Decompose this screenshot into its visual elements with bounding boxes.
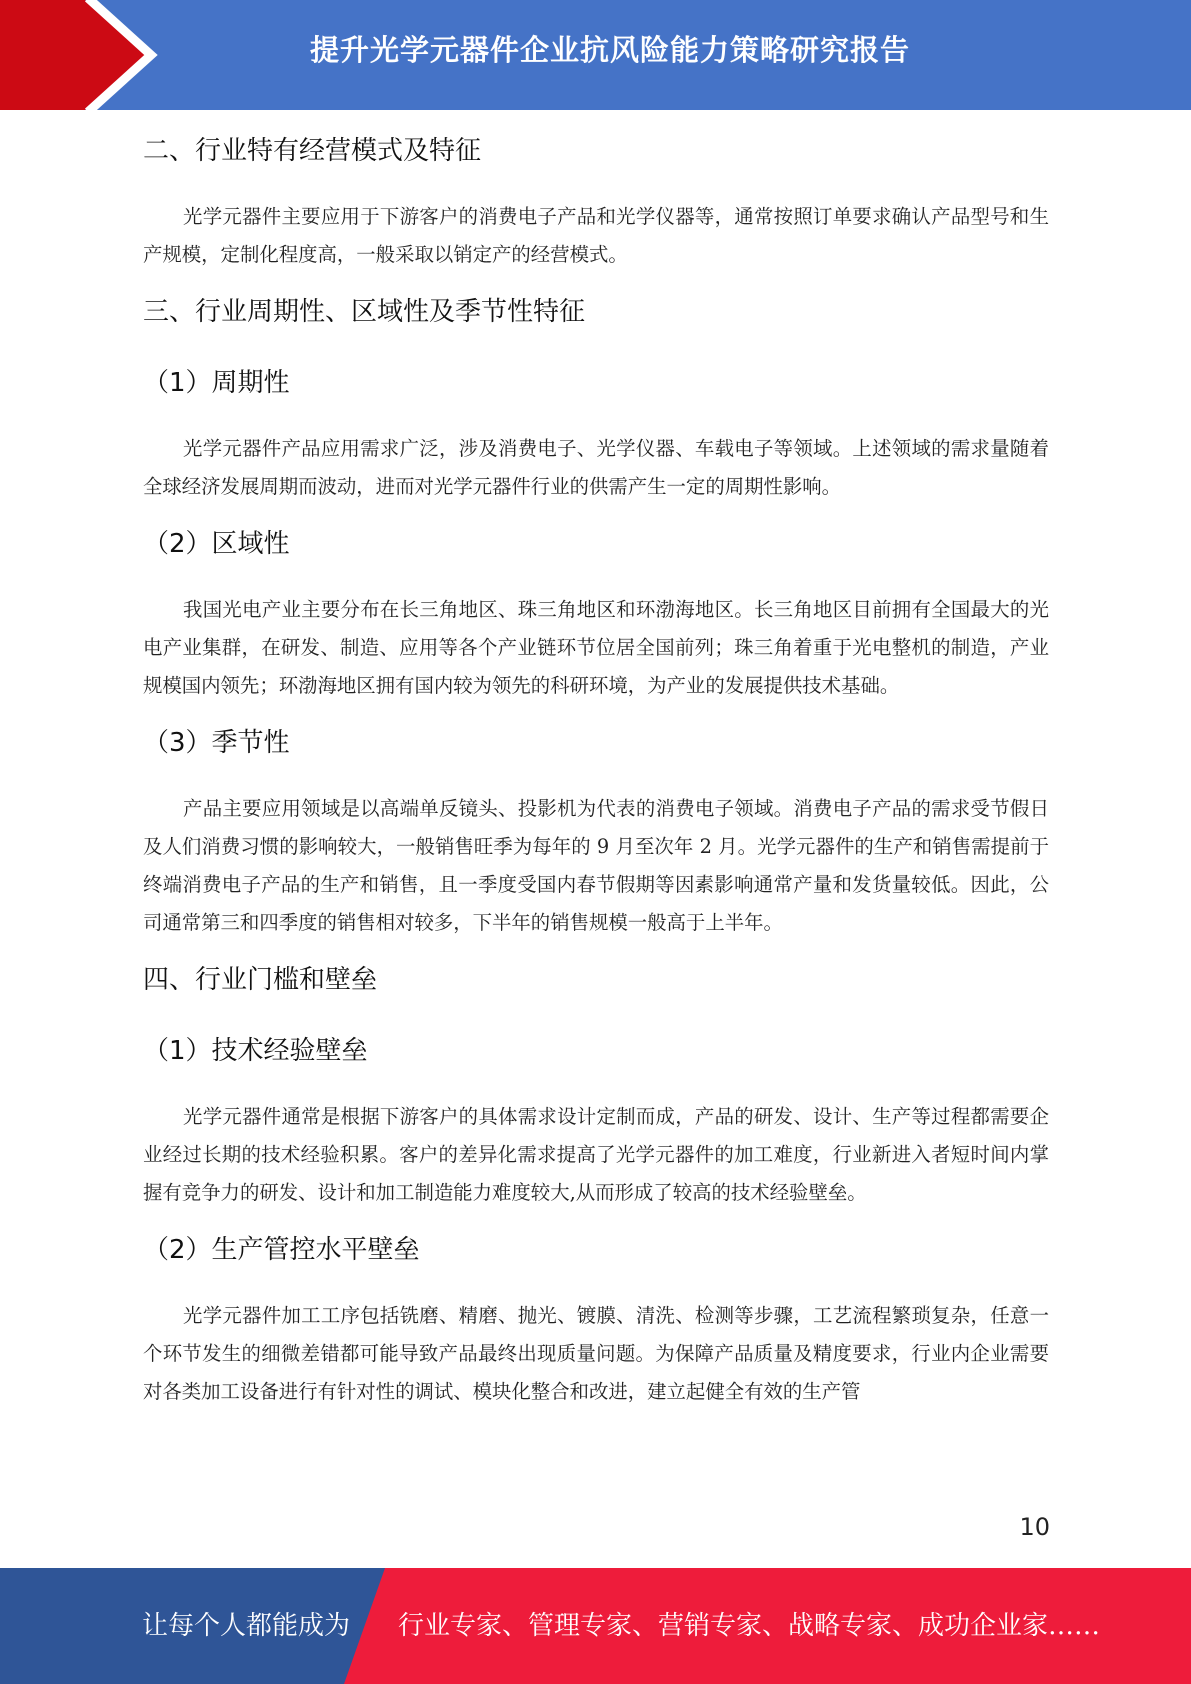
paragraph-regionality: 我国光电产业主要分布在长三角地区、珠三角地区和环渤海地区。长三角地区目前拥有全国最大的光电产业集群，在研发、制造、应用等各个产业链环节位居全国前列；珠三角着重于光电整机的制造，产业规模国内领先；环渤海地区拥有国内较为领先的科研环境，为产业的发展提供技术基础。 (143, 598, 1049, 697)
report-title: 提升光学元器件企业抗风险能力策略研究报告 (309, 33, 910, 67)
section-heading-cyclicality: 三、行业周期性、区域性及季节性特征 (143, 297, 586, 327)
page-footer (0, 1568, 1191, 1684)
section-heading-business-model: 二、行业特有经营模式及特征 (143, 136, 482, 166)
subheading-seasonality: （3）季节性 (143, 728, 290, 758)
subheading-technical-barrier: （1）技术经验壁垒 (143, 1036, 368, 1066)
subheading-regionality: （2）区域性 (143, 529, 290, 559)
subheading-cyclicality: （1）周期性 (143, 368, 290, 398)
document-body (143, 128, 1049, 1411)
paragraph-production-barrier: 光学元器件加工工序包括铣磨、精磨、抛光、镀膜、清洗、检测等步骤，工艺流程繁琐复杂，任意一个环节发生的细微差错都可能导致产品最终出现质量问题。为保障产品质量及精度要求，行业内企业需要对各类加工设备进行有针对性的调试、模块化整合和改进，建立起健全有效的生产管 (143, 1304, 1049, 1403)
footer-slogan-left: 让每个人都能成为 (142, 1611, 351, 1641)
section-heading-barriers: 四、行业门槛和壁垒 (143, 965, 378, 995)
paragraph-seasonality: 产品主要应用领域是以高端单反镜头、投影机为代表的消费电子领域。消费电子产品的需求受节假日及人们消费习惯的影响较大，一般销售旺季为每年的 9 月至次年 2 月。光学元器件的生产和销售需提前于终端消费电子产品的生产和销售，且一季度受国内春节假期等因素影响通常产量和发货量较低。因此，公司通常第三和四季度的销售相对较多，下半年的销售规模一般高于上半年。 (143, 797, 1049, 934)
footer-slogan-right: 行业专家、管理专家、营销专家、战略专家、成功企业家…… (398, 1611, 1101, 1641)
page-number: 10 (1019, 1513, 1050, 1541)
paragraph-technical-barrier: 光学元器件通常是根据下游客户的具体需求设计定制而成，产品的研发、设计、生产等过程都需要企业经过长期的技术经验积累。客户的差异化需求提高了光学元器件的加工难度，行业新进入者短时间内掌握有竞争力的研发、设计和加工制造能力难度较大,从而形成了较高的技术经验壁垒。 (143, 1105, 1049, 1204)
subheading-production-barrier: （2）生产管控水平壁垒 (143, 1235, 420, 1265)
page-header (0, 0, 1191, 110)
paragraph-business-model: 光学元器件主要应用于下游客户的消费电子产品和光学仪器等，通常按照订单要求确认产品型号和生产规模，定制化程度高，一般采取以销定产的经营模式。 (143, 205, 1049, 266)
paragraph-cyclicality: 光学元器件产品应用需求广泛，涉及消费电子、光学仪器、车载电子等领域。上述领域的需求量随着全球经济发展周期而波动，进而对光学元器件行业的供需产生一定的周期性影响。 (143, 437, 1049, 498)
